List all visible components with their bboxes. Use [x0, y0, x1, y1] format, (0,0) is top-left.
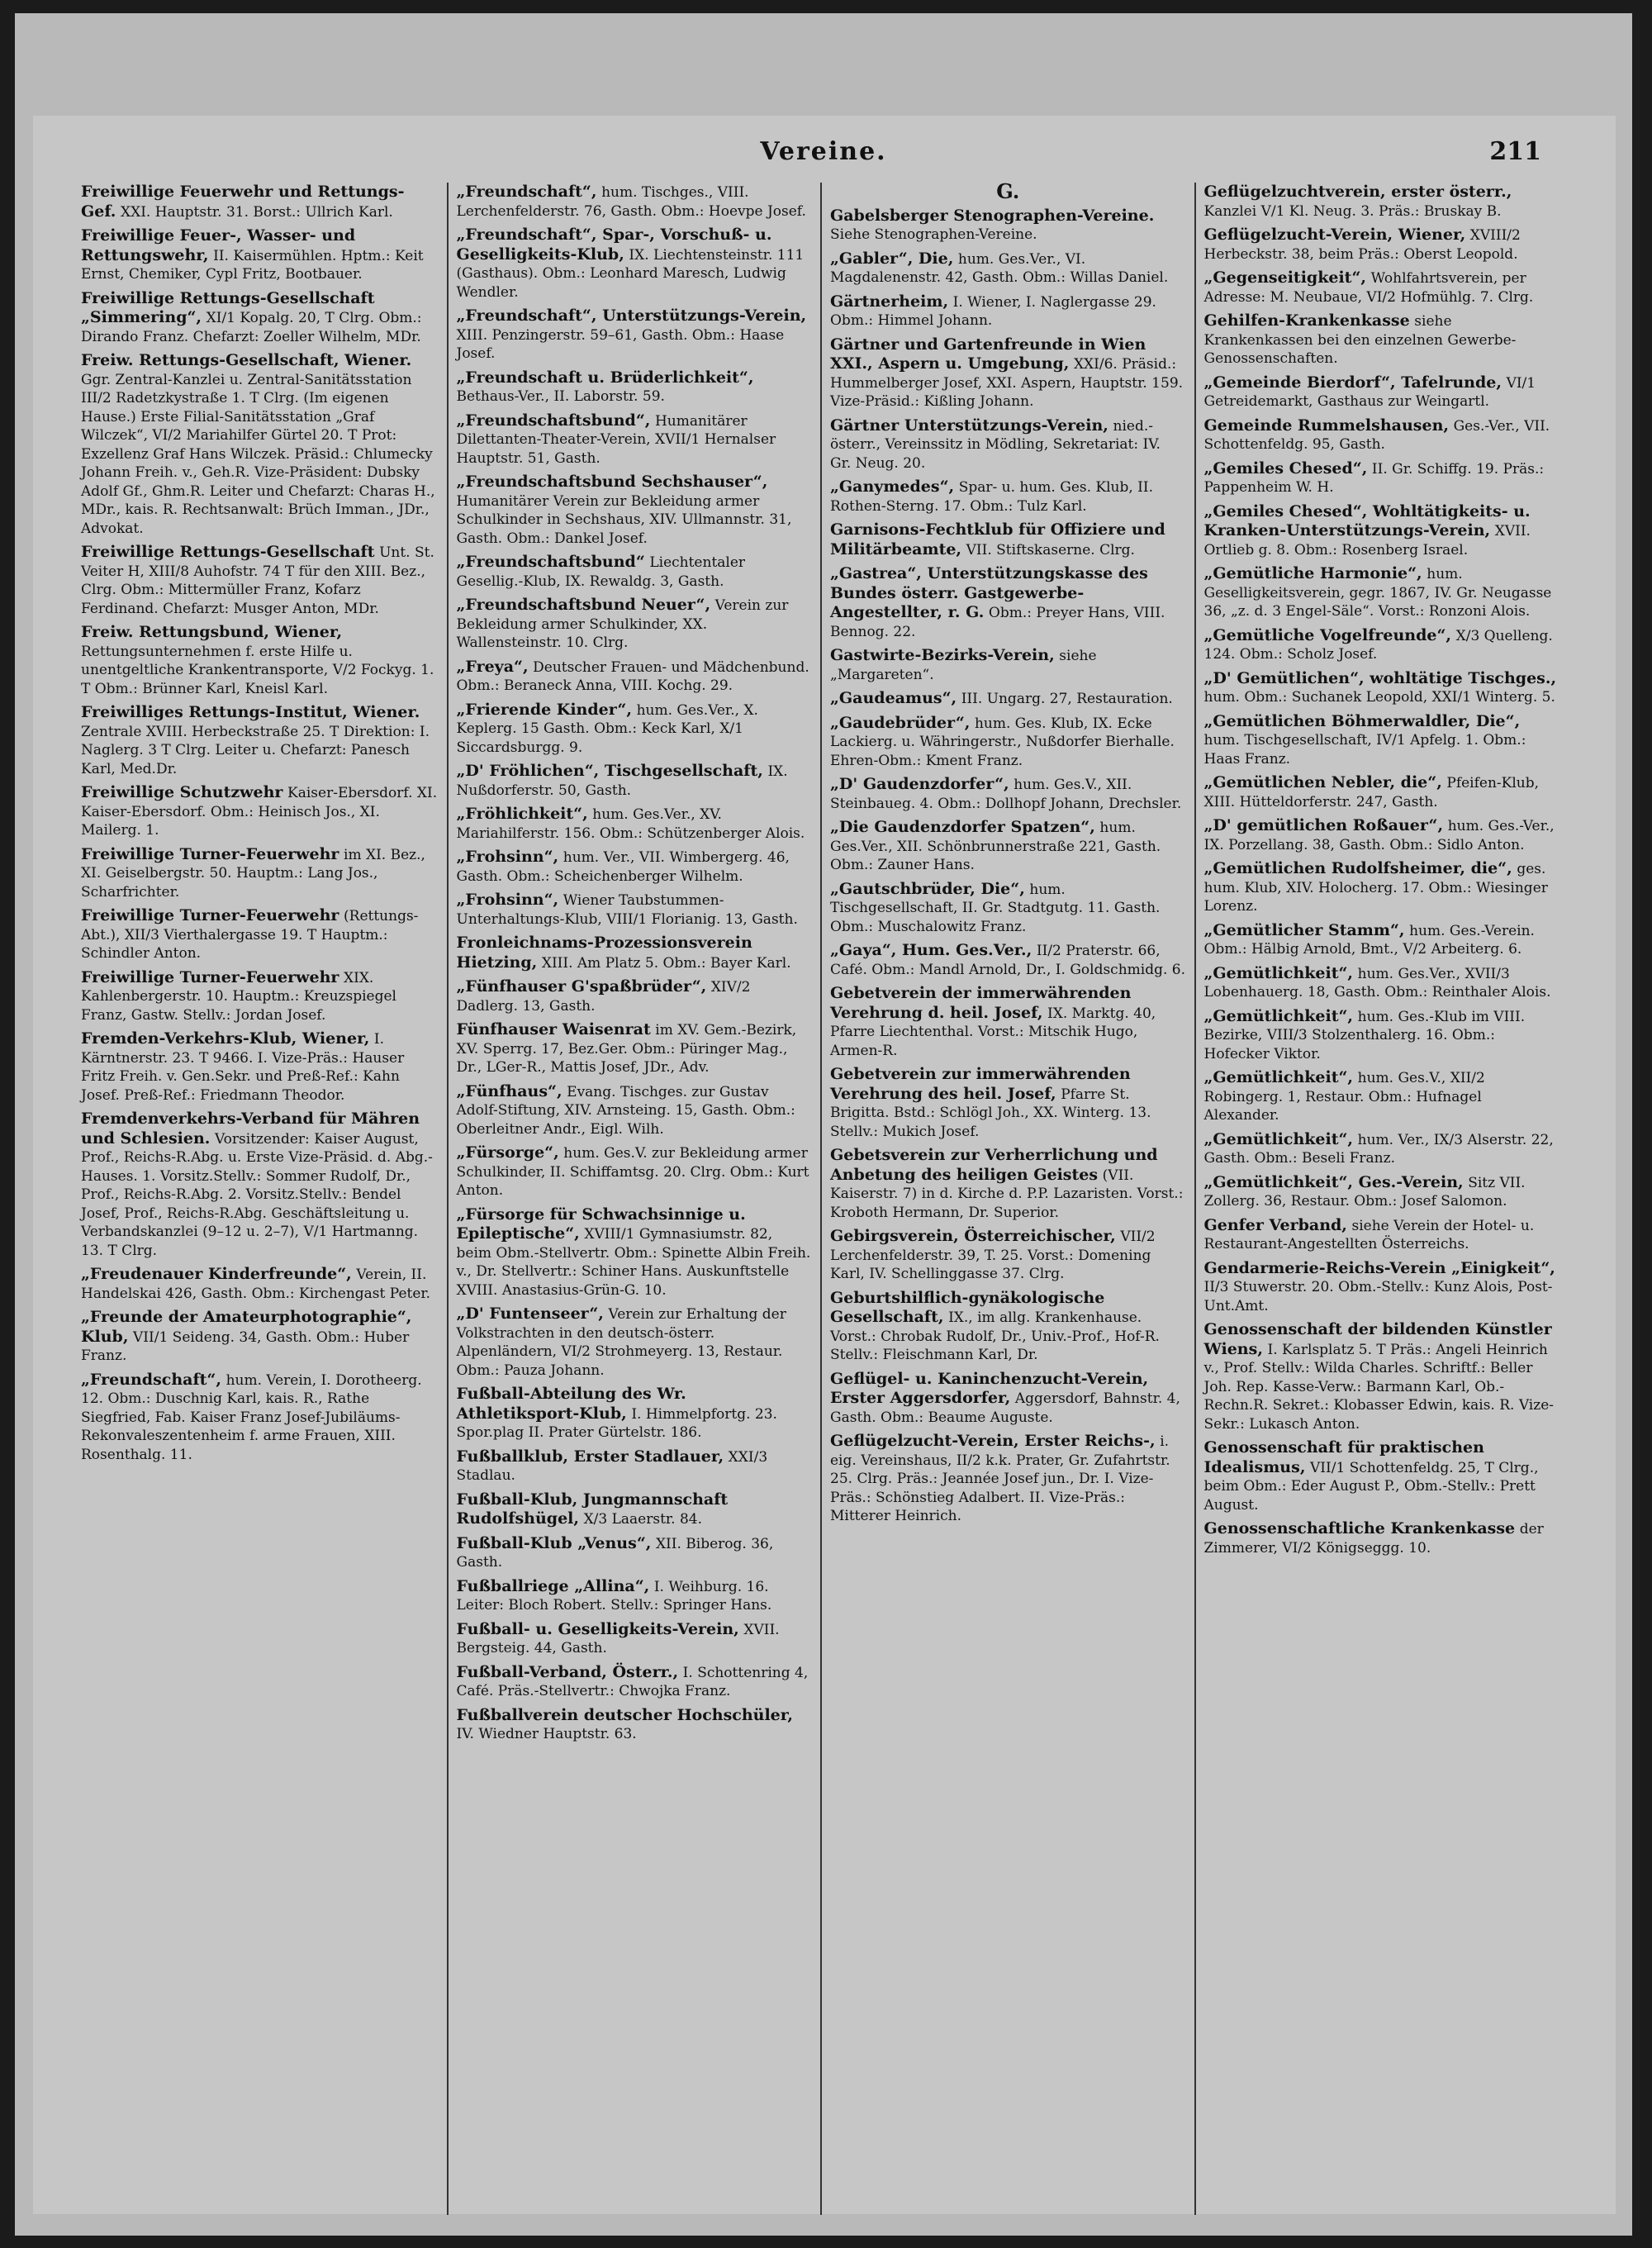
entry-name: „Gaudebrüder“, — [830, 713, 971, 732]
directory-entry — [457, 891, 813, 929]
entry-name: „Gemeinde Bierdorf“, Tafelrunde, — [1203, 373, 1502, 392]
page-title: Vereine. — [760, 137, 887, 166]
entry-name: „Gautschbrüder, Die“, — [830, 879, 1025, 898]
entry-name: Fronleichnams-Prozessionsverein Hietzing, — [456, 934, 752, 972]
directory-entry — [81, 226, 439, 284]
directory-entry — [1204, 1007, 1560, 1064]
entry-name: „Gemütlichkeit“, — [1203, 1068, 1354, 1086]
entry-name: Gärtner und Gartenfreunde in Wien XXI., Aspern u. Umgebung, — [830, 335, 1146, 373]
directory-entry — [830, 292, 1186, 330]
entry-details: hum. Ges.Ver., X. Keplerg. 15 Gasth. Obm.: Keck Karl, X/1 Siccardsburgg. 9. — [456, 701, 758, 756]
directory-entry — [830, 1065, 1186, 1141]
directory-entry — [830, 1146, 1186, 1222]
entry-name: Gebetverein der immerwährenden Verehrung d. heil. Josef, — [830, 984, 1132, 1022]
entry-details: hum. Ges.-Klub im VIII. Bezirke, VIII/3 Stolzenthalerg. 16. Obm.: Hofecker Viktor. — [1203, 1008, 1526, 1062]
entry-details: VII. Stiftskaserne. Clrg. — [966, 541, 1135, 558]
directory-entry — [830, 818, 1186, 875]
directory-entry — [830, 1227, 1186, 1284]
entry-details: II/3 Stuwerstr. 20. Obm.-Stellv.: Kunz Alois, Post-Unt.Amt. — [1203, 1279, 1553, 1314]
entry-name: „Ganymedes“, — [830, 478, 955, 496]
entry-name: Gastwirte-Bezirks-Verein, — [830, 646, 1055, 664]
entry-details: XVIII/1 Gymnasiumstr. 82, beim Obm.-Stellvertr. Obm.: Spinette Albin Freih. v., Dr. Stellvertr.: Schiner Hans. Auskunftstelle XVIII. Anastasius-Grün-G. 10. — [456, 1226, 811, 1299]
entry-details: XVIII/2 Herbeckstr. 38, beim Präs.: Oberst Leopold. — [1203, 227, 1521, 263]
directory-entry — [457, 658, 813, 696]
directory-entry — [81, 906, 439, 963]
directory-entry — [830, 335, 1186, 411]
entry-name: Freiwillige Schutzwehr — [81, 783, 283, 801]
entry-details: im XI. Bez., XI. Geiselbergstr. 50. Hauptm.: Lang Jos., Scharfrichter. — [81, 846, 425, 901]
entry-name: „Gastrea“, Unterstützungskasse des Bundes österr. Gastgewerbe-Angestellter, r. G. — [830, 564, 1148, 621]
entry-name: Geflügelzucht-Verein, Erster Reichs-, — [830, 1432, 1156, 1450]
directory-entry — [457, 1385, 813, 1442]
entry-details: hum. Tischgesellschaft, IV/1 Apfelg. 1. Obm.: Haas Franz. — [1203, 732, 1526, 768]
directory-entry — [81, 845, 439, 902]
directory-entry — [1204, 459, 1560, 497]
column-2 — [447, 183, 821, 2215]
entry-name: Fußball-Klub „Venus“, — [456, 1533, 652, 1552]
entry-name: „Freundschaft u. Brüderlichkeit“, — [456, 368, 754, 387]
directory-entry — [1204, 564, 1560, 621]
entry-details: siehe Krankenkassen bei den einzelnen Gewerbe-Genossenschaften. — [1203, 313, 1517, 367]
entry-name: „Fröhlichkeit“, — [456, 805, 588, 823]
entry-details: Deutscher Frauen- und Mädchenbund. Obm.: Beraneck Anna, VIII. Kochg. 29. — [456, 658, 809, 694]
directory-entry — [81, 183, 439, 221]
entry-name: „Gemütlichen Böhmerwaldler, Die“, — [1203, 711, 1521, 730]
entry-details: Ges.-Ver., VII. Schottenfeldg. 95, Gasth. — [1203, 417, 1550, 453]
entry-details: Sitz VII. Zollerg. 36, Restaur. Obm.: Josef Salomon. — [1203, 1174, 1526, 1210]
entry-name: „Fürsorge“, — [456, 1143, 559, 1162]
entry-name: „Gabler“, Die, — [830, 249, 954, 268]
directory-entry — [1204, 1320, 1560, 1433]
entry-details: Wiener Taubstummen-Unterhaltungs-Klub, VIII/1 Florianig. 13, Gasth. — [456, 892, 798, 928]
entry-name: Gemeinde Rummelshausen, — [1203, 416, 1449, 435]
entry-name: Geflügel- u. Kaninchenzucht-Verein, Erster Aggersdorfer, — [830, 1369, 1149, 1407]
entry-name: Fünfhauser Waisenrat — [456, 1020, 651, 1038]
entry-details: VII/1 Seideng. 34, Gasth. Obm.: Huber Franz. — [81, 1328, 410, 1364]
entry-details: IX. Nußdorferstr. 50, Gasth. — [456, 763, 788, 799]
entry-name: „Freundschaft“, Unterstützungs-Verein, — [456, 307, 807, 325]
entry-name: Fußballklub, Erster Stadlauer, — [456, 1447, 724, 1466]
entry-name: Gebetsverein zur Verherrlichung und Anbetung des heiligen Geistes — [830, 1146, 1158, 1184]
section-letter: G. — [996, 183, 1020, 203]
entry-details: hum. Tischges., VIII. Lerchenfelderstr. 76, Gasth. Obm.: Hoevpe Josef. — [456, 184, 806, 220]
entry-details: hum. Ges.Ver., XII. Schönbrunnerstraße 221, Gasth. Obm.: Zauner Hans. — [830, 820, 1161, 873]
directory-entry — [1204, 773, 1560, 811]
entry-details: IV. Wiedner Hauptstr. 63. — [456, 1726, 637, 1742]
directory-entry — [457, 226, 813, 302]
entry-details: Pfeifen-Klub, XIII. Hütteldorferstr. 247, Gasth. — [1203, 775, 1540, 810]
directory-entry — [81, 1265, 439, 1303]
entry-details: XXI/6. Präsid.: Hummelberger Josef, XXI. Aspern, Hauptstr. 159. Vize-Präsid.: Kißling Johann. — [830, 356, 1184, 410]
directory-entry — [1204, 1519, 1560, 1557]
entry-details: Verein zur Erhaltung der Volkstrachten in den deutsch-österr. Alpenländern, VI/2 Strohmeyerg. 13, Restaur. Obm.: Pauza Johann. — [456, 1306, 786, 1379]
directory-entry — [81, 1110, 439, 1260]
directory-entry — [1204, 416, 1560, 454]
entry-name: Geflügelzucht-Verein, Wiener, — [1203, 226, 1466, 244]
entry-name: „D' Gemütlichen“, wohltätige Tischges., — [1203, 668, 1557, 687]
directory-entry — [457, 977, 813, 1015]
entry-details: Siehe Stenographen-Vereine. — [830, 226, 1037, 243]
entry-details: XIII. Penzingerstr. 59–61, Gasth. Obm.: Haase Josef. — [456, 326, 785, 362]
entry-details: IX., im allg. Krankenhause. Vorst.: Chrobak Rudolf, Dr., Univ.-Prof., Hof-R. Stellv.: Fleischmann Karl, Dr. — [830, 1309, 1160, 1363]
entry-details: XIX. Kahlenbergerstr. 10. Hauptm.: Kreuzspiegel Franz, Gastw. Stellv.: Jordan Josef. — [81, 969, 396, 1024]
directory-entry — [1204, 373, 1560, 411]
entry-name: „D' Funtenseer“, — [456, 1305, 604, 1323]
directory-entry — [457, 473, 813, 548]
entry-name: „Freundschaft“, — [81, 1370, 221, 1389]
directory-entry — [457, 411, 813, 468]
directory-entry — [830, 478, 1186, 516]
entry-name: Fußball-Verband, Österr., — [456, 1662, 679, 1681]
entry-name: Freiwillige Turner-Feuerwehr — [81, 967, 339, 986]
entry-details: XXI. Hauptstr. 31. Borst.: Ullrich Karl. — [121, 203, 393, 221]
entry-details: XI/1 Kopalg. 20, T Clrg. Obm.: Dirando Franz. Chefarzt: Zoeller Wilhelm, MDr. — [81, 310, 422, 345]
entry-name: „Gemütlichen Rudolfsheimer, die“, — [1203, 859, 1512, 877]
entry-details: hum. Geselligkeitsverein, gegr. 1867, IV. Gr. Neugasse 36, „z. d. 3 Engel-Säle“. Vorst.: Ronzoni Alois. — [1203, 566, 1552, 620]
directory-entry — [81, 783, 439, 840]
directory-entry — [457, 1205, 813, 1300]
entry-details: Pfarre St. Brigitta. Bstd.: Schlögl Joh., XX. Winterg. 13. Stellv.: Mukich Josef. — [830, 1086, 1151, 1140]
directory-entry — [830, 1432, 1186, 1526]
entry-name: Fußball-Abteilung des Wr. Athletiksport-Klub, — [456, 1385, 686, 1423]
entry-details: I. Wiener, I. Naglergasse 29. Obm.: Himmel Johann. — [830, 293, 1156, 329]
entry-details: II. Gr. Schiffg. 19. Präs.: Pappenheim W. H. — [1203, 460, 1545, 496]
directory-entry — [81, 1029, 439, 1105]
entry-details: XVII. Bergsteig. 44, Gasth. — [456, 1621, 780, 1656]
entry-name: Fremdenverkehrs-Verband für Mähren und Schlesien. — [81, 1110, 420, 1148]
directory-entry — [457, 1447, 813, 1485]
entry-name: „Gemütlichen Nebler, die“, — [1203, 773, 1442, 791]
entry-name: Fußballriege „Allina“, — [456, 1576, 650, 1595]
entry-details: I. Weihburg. 16. Leiter: Bloch Robert. Stellv.: Springer Hans. — [456, 1578, 772, 1614]
entry-details: I. Himmelpfortg. 23. Spor.plag II. Prater Gürtelstr. 186. — [456, 1405, 777, 1441]
entry-name: Freiw. Rettungs-Gesellschaft, Wiener. — [81, 351, 412, 369]
entry-details: Humanitärer Dilettanten-Theater-Verein, XVII/1 Hernalser Hauptstr. 51, Gasth. — [456, 412, 776, 467]
entry-details: I. Kärntnerstr. 23. T 9466. I. Vize-Präs.: Hauser Fritz Freih. v. Gen.Sekr. und Preß-Ref.: Kahn Josef. Preß-Ref.: Friedmann Theodor. — [81, 1031, 405, 1104]
directory-entry — [1204, 859, 1560, 916]
directory-entry — [81, 289, 439, 347]
entry-name: „Gemütlichkeit“, — [1203, 963, 1354, 982]
directory-entry — [457, 307, 813, 364]
directory-entry — [1204, 1068, 1560, 1125]
directory-entry — [1204, 183, 1560, 221]
entry-name: „Gemütliche Harmonie“, — [1203, 564, 1422, 582]
entry-details: IX. Marktg. 40, Pfarre Liechtenthal. Vorst.: Mitschik Hugo, Armen-R. — [830, 1005, 1156, 1059]
entry-details: im XV. Gem.-Bezirk, XV. Sperrg. 17, Bez.Ger. Obm.: Püringer Mag., Dr., LGer-R., Mattis Josef, JDr., Adv. — [456, 1022, 797, 1076]
directory-entry — [830, 775, 1186, 813]
directory-entry — [457, 1620, 813, 1658]
entry-name: „Gemütlicher Stamm“, — [1203, 920, 1405, 939]
column-4 — [1194, 183, 1569, 2215]
directory-entry — [81, 703, 439, 778]
column-3 — [820, 183, 1194, 2215]
entry-name: „Freundschaftsbund“, — [456, 411, 651, 430]
entry-name: „Gemiles Chesed“, — [1203, 459, 1368, 478]
directory-entry — [457, 1706, 813, 1744]
entry-details: XII. Biberog. 36, Gasth. — [456, 1535, 774, 1571]
entry-details: Verein, II. Handelskai 426, Gasth. Obm.: Kirchengast Peter. — [81, 1267, 431, 1302]
directory-entry — [81, 1308, 439, 1366]
directory-entry — [1204, 669, 1560, 707]
entry-name: „Freundschaftsbund Sechshauser“, — [456, 473, 768, 491]
directory-entry — [457, 805, 813, 843]
entry-name: Garnisons-Fechtklub für Offiziere und Militärbeamte, — [830, 520, 1165, 558]
directory-entry — [457, 183, 813, 221]
entry-details: VI/1 Getreidemarkt, Gasthaus zur Weingartl. — [1203, 374, 1536, 410]
entry-details: hum. Ges.Ver., XVII/3 Lobenhauerg. 18, Gasth. Obm.: Reinthaler Alois. — [1203, 965, 1551, 1000]
directory-entry — [457, 368, 813, 406]
entry-details: XIII. Am Platz 5. Obm.: Bayer Karl. — [541, 954, 791, 972]
entry-name: Freiwilliges Rettungs-Institut, Wiener. — [81, 703, 420, 721]
entry-name: Gärtner Unterstützungs-Verein, — [830, 416, 1108, 435]
entry-name: Genfer Verband, — [1203, 1215, 1347, 1234]
entry-name: „Freundschaft“, — [456, 183, 597, 201]
entry-details: X/3 Quelleng. 124. Obm.: Scholz Josef. — [1203, 627, 1553, 663]
entry-name: Freiw. Rettungsbund, Wiener, — [81, 623, 343, 641]
entry-details: Obm.: Preyer Hans, VIII. Bennog. 22. — [830, 605, 1165, 640]
entry-details: hum. Ges.V., XII. Steinbaueg. 4. Obm.: Dollhopf Johann, Drechsler. — [830, 777, 1182, 812]
column-1 — [73, 183, 447, 2215]
entry-details: VII/1 Schottenfeldg. 25, T Clrg., beim Obm.: Eder August P., Obm.-Stellv.: Prett August. — [1203, 1459, 1539, 1514]
entry-name: „Freundschaftsbund Neuer“, — [456, 596, 711, 614]
entry-details: Spar- u. hum. Ges. Klub, II. Rothen-Sterng. 17. Obm.: Tulz Karl. — [830, 479, 1154, 515]
directory-entry — [1204, 226, 1560, 264]
directory-entry — [830, 714, 1186, 771]
entry-name: Freiwillige Turner-Feuerwehr — [81, 906, 339, 924]
directory-entry — [1204, 502, 1560, 560]
entry-details: der Zimmerer, VI/2 Königseggg. 10. — [1203, 1521, 1544, 1556]
entry-details: Liechtentaler Gesellig.-Klub, IX. Rewaldg. 3, Gasth. — [456, 554, 746, 590]
entry-details: X/3 Laaerstr. 84. — [583, 1511, 703, 1528]
directory-entry — [1204, 626, 1560, 664]
entry-name: Gendarmerie-Reichs-Verein „Einigkeit“, — [1203, 1258, 1555, 1277]
entry-details: XIV/2 Dadlerg. 13, Gasth. — [456, 979, 751, 1015]
entry-name: Fußball- u. Geselligkeits-Verein, — [456, 1619, 739, 1638]
entry-name: Gabelsberger Stenographen-Vereine. — [830, 206, 1155, 225]
directory-entry — [830, 1370, 1186, 1428]
entry-details: II/2 Praterstr. 66, Café. Obm.: Mandl Arnold, Dr., I. Goldschmidg. 6. — [830, 943, 1186, 978]
entry-name: Fußball-Klub, Jungmannschaft Rudolfshügel, — [456, 1490, 729, 1528]
entry-details: III. Ungarg. 27, Restauration. — [961, 691, 1173, 707]
entry-details: hum. Obm.: Suchanek Leopold, XXI/1 Winterg. 5. — [1203, 689, 1555, 706]
entry-details: hum. Ges. Klub, IX. Ecke Lackierg. u. Währingerstr., Nußdorfer Bierhalle. Ehren-Obm.: Kment Franz. — [830, 715, 1175, 769]
entry-details: i. eig. Vereinshaus, II/2 k.k. Prater, Gr. Zufahrtstr. 25. Clrg. Präs.: Jeannée Josef jun., Dr. I. Vize-Präs.: Schönstieg Adalbert. II. Vize-Präs.: Mitterer Heinrich. — [830, 1433, 1170, 1524]
entry-name: „D' Fröhlichen“, Tischgesellschaft, — [456, 762, 763, 780]
directory-entry — [830, 689, 1186, 709]
directory-entry — [830, 416, 1186, 473]
directory-entry — [830, 520, 1186, 559]
directory-entry — [457, 1143, 813, 1200]
scanned-page — [15, 13, 1632, 2236]
directory-entry — [1204, 269, 1560, 307]
entry-name: „D' gemütlichen Roßauer“, — [1203, 816, 1444, 834]
directory-entry — [1204, 1216, 1560, 1254]
entry-details: hum. Ges.-Verein. Obm.: Hälbig Arnold, Bmt., V/2 Arbeiterg. 6. — [1203, 922, 1535, 958]
directory-entry — [81, 1371, 439, 1465]
entry-name: „Freundschaftsbund“ — [456, 553, 645, 571]
entry-details: II. Kaisermühlen. Hptm.: Keit Ernst, Chemiker, Cypl Fritz, Bootbauer. — [81, 247, 424, 283]
entry-details: hum. Ges.Ver., XV. Mariahilferstr. 156. Obm.: Schützenberger Alois. — [456, 806, 805, 842]
directory-entry — [457, 596, 813, 653]
entry-details: hum. Ges.-Ver., IX. Porzellang. 38, Gasth. Obm.: Sidlo Anton. — [1203, 818, 1555, 853]
entry-details: hum. Tischgesellschaft, II. Gr. Stadtgutg. 11. Gasth. Obm.: Muschalowitz Franz. — [830, 881, 1161, 935]
directory-entry — [1204, 1259, 1560, 1316]
directory-entry — [457, 848, 813, 886]
entry-name: Freiwillige Rettungs-Gesellschaft — [81, 543, 375, 561]
entry-details: hum. Ges.V., XII/2 Robingerg. 1, Restaur. Obm.: Hufnagel Alexander. — [1203, 1070, 1485, 1124]
entry-name: Freiwillige Rettungs-Gesellschaft „Simmering“, — [81, 288, 375, 326]
entry-details: Vorsitzender: Kaiser August, Prof., Reichs-R.Abg. u. Erste Vize-Präsid. d. Abg.-Hauses. 1. Vorsitz.Stellv.: Sommer Rudolf, Dr., Prof., Reichs-R.Abg. 2. Vorsitz.Stellv.: Bendel Josef, Prof., Reichs-R.Abg. Geschäftsleitung u. Verbandskanzlei (9–12 u. 2–7), V/1 Hartmanng. 13. T Clrg. — [81, 1130, 433, 1259]
directory-entry — [457, 1490, 813, 1529]
entry-name: Gehilfen-Krankenkasse — [1203, 311, 1410, 330]
entry-details: hum. Ges.Ver., VI. Magdalenenstr. 42, Gasth. Obm.: Willas Daniel. — [830, 250, 1169, 286]
entry-name: „Freunde der Amateurphotographie“, Klub, — [81, 1308, 412, 1346]
directory-entry — [830, 646, 1186, 684]
entry-details: Aggersdorf, Bahnstr. 4, Gasth. Obm.: Beaume Auguste. — [830, 1390, 1180, 1426]
entry-details: IX. Liechtensteinstr. 111 (Gasthaus). Obm.: Leonhard Maresch, Ludwig Wendler. — [456, 246, 805, 301]
entry-details: (Rettungs-Abt.), XII/3 Vierthalergasse 19. T Hauptm.: Schindler Anton. — [81, 908, 419, 962]
entry-name: „Die Gaudenzdorfer Spatzen“, — [830, 818, 1095, 836]
entry-details: hum. Verein, I. Dorotheerg. 12. Obm.: Duschnig Karl, kais. R., Rathe Siegfried, Fab. Kaiser Franz Josef-Jubiläums-Rekonvaleszentenheim f. arme Frauen, XIII. Rosenthalg. 11. — [81, 1371, 422, 1463]
entry-name: Fußballverein deutscher Hochschüler, — [456, 1705, 794, 1724]
entry-details: Humanitärer Verein zur Bekleidung armer Schulkinder in Sechshaus, XIV. Ullmannstr. 31, Gasth. Obm.: Dankel Josef. — [456, 492, 792, 547]
entry-details: Kanzlei V/1 Kl. Neug. 3. Präs.: Bruskay B. — [1203, 202, 1502, 220]
directory-entry — [457, 934, 813, 972]
entry-name: Geburtshilflich-gynäkologische Gesellschaft, — [830, 1288, 1105, 1326]
entry-name: Genossenschaftliche Krankenkasse — [1203, 1519, 1516, 1537]
entry-details: Wohlfahrtsverein, per Adresse: M. Neubaue, VI/2 Hofmühlg. 7. Clrg. — [1203, 270, 1534, 306]
directory-entry — [1204, 712, 1560, 769]
entry-name: Genossenschaft der bildenden Künstler Wiens, — [1203, 1320, 1552, 1358]
entry-details: siehe Verein der Hotel- u. Restaurant-Angestellten Österreichs. — [1203, 1217, 1535, 1252]
directory-entry — [830, 564, 1186, 641]
entry-details: XXI/3 Stadlau. — [456, 1448, 768, 1484]
directory-entry — [830, 1289, 1186, 1365]
directory-entry — [830, 207, 1186, 245]
directory-entry — [457, 1082, 813, 1139]
entry-details: Kaiser-Ebersdorf. XI. Kaiser-Ebersdorf. Obm.: Heinisch Jos., XI. Mailerg. 1. — [81, 785, 438, 839]
entry-details: I. Schottenring 4, Café. Präs.-Stellvertr.: Chwojka Franz. — [456, 1664, 809, 1699]
page-number: 211 — [1489, 137, 1541, 166]
entry-name: Gebirgsverein, Österreichischer, — [830, 1227, 1116, 1245]
entry-name: „Gaya“, Hum. Ges.Ver., — [830, 941, 1032, 959]
directory-entry — [457, 1020, 813, 1077]
directory-entry — [81, 543, 439, 618]
entry-name: Geflügelzuchtverein, erster österr., — [1203, 183, 1512, 201]
directory-entry — [830, 250, 1186, 288]
directory-entry — [1204, 816, 1560, 854]
entry-name: Freiwillige Turner-Feuerwehr — [81, 844, 339, 863]
directory-entry — [1204, 964, 1560, 1002]
directory-entry — [457, 1577, 813, 1615]
directory-entry — [1204, 1173, 1560, 1211]
entry-name: „Freudenauer Kinderfreunde“, — [81, 1265, 352, 1283]
entry-details: I. Karlsplatz 5. T Präs.: Angeli Heinrich v., Prof. Stellv.: Wilda Charles. Schriftf.: Beller Joh. Rep. Kasse-Verw.: Barmann Karl, Ob.-Rechn.R. Sekret.: Klobasser Edwin, kais. R. Vize-Sekr.: Lukasch Anton. — [1203, 1341, 1555, 1433]
entry-name: „Gaudeamus“, — [830, 689, 957, 707]
directory-entry — [457, 1663, 813, 1701]
directory-entry — [1204, 921, 1560, 959]
entry-name: „Gemütlichkeit“, — [1203, 1129, 1354, 1148]
directory-entry — [457, 1305, 813, 1380]
directory-entry — [1204, 1438, 1560, 1514]
directory-entry — [81, 351, 439, 538]
entry-name: Gebetverein zur immerwährenden Verehrung des heil. Josef, — [830, 1065, 1131, 1103]
entry-details: siehe „Margareten“. — [830, 648, 1097, 683]
directory-entry — [81, 623, 439, 698]
entry-name: „Gemütliche Vogelfreunde“, — [1203, 625, 1452, 644]
entry-details: Bethaus-Ver., II. Laborstr. 59. — [456, 388, 665, 405]
entry-name: Freiwillige Feuerwehr und Rettungs-Gef. — [81, 183, 405, 221]
entry-name: Gärtnerheim, — [830, 292, 949, 311]
entry-details: ges. hum. Klub, XIV. Holocherg. 17. Obm.: Wiesinger Lorenz. — [1203, 861, 1548, 915]
entry-name: „Fünfhauser G'spaßbrüder“, — [456, 977, 707, 996]
directory-entry — [457, 762, 813, 800]
entry-name: „D' Gaudenzdorfer“, — [830, 775, 1009, 793]
entry-name: „Freya“, — [456, 657, 529, 676]
entry-details: nied.-österr., Vereinssitz in Mödling, Sekretariat: IV. Gr. Neug. 20. — [830, 417, 1161, 472]
entry-name: „Gemütlichkeit“, Ges.-Verein, — [1203, 1172, 1464, 1191]
entry-name: „Frohsinn“, — [456, 891, 559, 909]
entry-name: „Gemütlichkeit“, — [1203, 1006, 1354, 1025]
directory-entry — [1204, 1130, 1560, 1168]
entry-name: Freiwillige Feuer-, Wasser- und Rettungswehr, — [81, 226, 356, 264]
directory-entry — [457, 701, 813, 758]
entry-details: Rettungsunternehmen f. erste Hilfe u. unentgeltliche Krankentransporte, V/2 Fockyg. 1. T Obm.: Brünner Karl, Kneisl Karl. — [81, 643, 434, 697]
directory-entry — [457, 553, 813, 591]
entry-name: „Gegenseitigkeit“, — [1203, 269, 1367, 287]
entry-details: hum. Ver., VII. Wimbergerg. 46, Gasth. Obm.: Scheichenberger Wilhelm. — [456, 849, 790, 885]
directory-entry — [830, 941, 1186, 979]
entry-details: hum. Ver., IX/3 Alserstr. 22, Gasth. Obm.: Beseli Franz. — [1203, 1131, 1554, 1167]
entry-details: XVII. Ortlieb g. 8. Obm.: Rosenberg Israel. — [1203, 523, 1531, 558]
entry-name: „Frohsinn“, — [456, 848, 559, 866]
entry-details: Evang. Tischges. zur Gustav Adolf-Stiftung, XIV. Arnsteing. 15, Gasth. Obm.: Oberleitner Andr., Eigl. Wilh. — [456, 1083, 795, 1138]
directory-entry — [1204, 311, 1560, 368]
directory-entry — [830, 880, 1186, 937]
entry-details: VII/2 Lerchenfelderstr. 39, T. 25. Vorst.: Domening Karl, IV. Schellinggasse 37. Clrg. — [830, 1229, 1156, 1282]
entry-name: „Gemiles Chesed“, Wohltätigkeits- u. Kranken-Unterstützungs-Verein, — [1203, 501, 1531, 539]
directory-entry — [830, 984, 1186, 1060]
entry-details: (VII. Kaiserstr. 7) in d. Kirche d. P.P. Lazaristen. Vorst.: Kroboth Hermann, Dr. Superior. — [830, 1167, 1184, 1221]
entry-details: Unt. St. Veiter H, XIII/8 Auhofstr. 74 T für den XIII. Bez., Clrg. Obm.: Mittermüller Franz, Kofarz Ferdinand. Chefarzt: Musger Anton, MDr. — [81, 544, 434, 617]
directory-entry — [81, 968, 439, 1025]
entry-details: Zentrale XVIII. Herbeckstraße 25. T Direktion: I. Naglerg. 3 T Clrg. Leiter u. Chefarzt: Panesch Karl, Med.Dr. — [81, 723, 430, 777]
entry-details: Verein zur Bekleidung armer Schulkinder, XX. Wallensteinstr. 10. Clrg. — [456, 597, 789, 651]
columns-container — [73, 183, 1568, 2215]
entry-details: Ggr. Zentral-Kanzlei u. Zentral-Sanitätsstation III/2 Radetzkystraße 1. T Clrg. (Im eigenen Hause.) Erste Filial-Sanitätsstation „Graf Wilczek“, VI/2 Mariahilfer Gürtel 20. T Prot: Exzellenz Graf Hans Wilczek. Präsid.: Chlumecky Johann Freih. v., Geh.R. Vize-Präsident: Dubsky Adolf Gf., Ghm.R. Leiter und Chefarzt: Charas H., MDr., kais. R. Rechtsanwalt: Brüch Imman., JDr., Advokat. — [81, 371, 435, 537]
entry-name: „Fürsorge für Schwachsinnige u. Epileptische“, — [456, 1205, 746, 1243]
entry-details: hum. Ges.V. zur Bekleidung armer Schulkinder, II. Schiffamtsg. 20. Clrg. Obm.: Kurt Anton. — [456, 1145, 809, 1199]
entry-name: „Freundschaft“, Spar-, Vorschuß- u. Geselligkeits-Klub, — [456, 226, 772, 264]
entry-name: Fremden-Verkehrs-Klub, Wiener, — [81, 1029, 370, 1048]
directory-entry — [457, 1534, 813, 1572]
entry-name: Genossenschaft für praktischen Idealismus, — [1203, 1438, 1484, 1476]
entry-name: „Fünfhaus“, — [456, 1081, 563, 1100]
entry-name: „Frierende Kinder“, — [456, 700, 632, 719]
